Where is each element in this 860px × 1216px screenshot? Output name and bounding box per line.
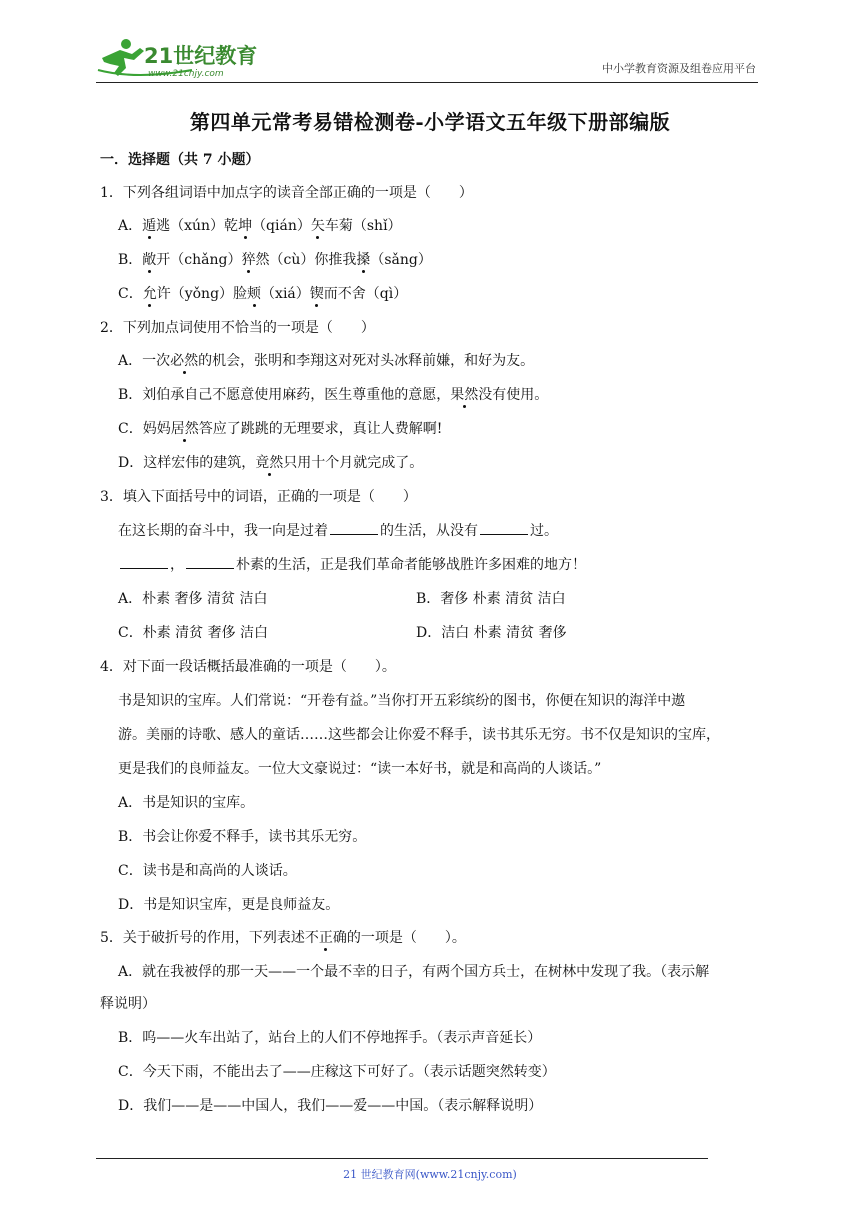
question-2-option-a: A．一次必然的机会，张明和李翔这对死对头冰释前嫌，和好为友。	[118, 353, 535, 369]
blank	[186, 556, 234, 569]
question-4-stem: 4．对下面一段话概括最准确的一项是（ ）。	[100, 659, 396, 675]
blank	[480, 522, 528, 535]
question-1-stem: 1．下列各组词语中加点字的读音全部正确的一项是（ ）	[100, 185, 473, 201]
question-1-option-b: B．敞开（chǎng）猝然（cù）你推我搡（sǎng）	[118, 252, 432, 268]
question-3-line-2: ， 朴素的生活，正是我们革命者能够战胜许多困难的地方！	[118, 556, 586, 574]
question-2-option-c: C．妈妈居然答应了跳跳的无理要求，真让人费解啊!	[118, 421, 443, 437]
question-4-option-b: B．书会让你爱不释手，读书其乐无穷。	[118, 829, 367, 845]
platform-text: 中小学教育资源及组卷应用平台	[602, 62, 756, 75]
question-4-passage-2: 游。美丽的诗歌、感人的童话……这些都会让你爱不释手，读书其乐无穷。书不仅是知识的宝库，	[118, 727, 720, 743]
question-2-option-b: B．刘伯承自己不愿意使用麻药，医生尊重他的意愿，果然没有使用。	[118, 387, 549, 403]
question-4-option-a: A．书是知识的宝库。	[118, 795, 255, 811]
page-title: 第四单元常考易错检测卷-小学语文五年级下册部编版	[189, 110, 671, 134]
question-3-option-d: D．洁白 朴素 清贫 奢侈	[416, 625, 567, 641]
question-3-option-c: C．朴素 清贫 奢侈 洁白	[118, 625, 269, 641]
page-header	[96, 28, 758, 83]
question-5-option-b: B．呜——火车出站了，站台上的人们不停地挥手。（表示声音延长）	[118, 1030, 542, 1046]
footer-divider	[96, 1158, 708, 1159]
question-1-option-c: C．允许（yǒng）脸颊（xiá）锲而不舍（qì）	[118, 286, 408, 302]
brand-site: www.21cnjy.com	[148, 69, 224, 79]
question-3-stem: 3．填入下面括号中的词语，正确的一项是（ ）	[100, 489, 417, 505]
question-4-passage-1: 书是知识的宝库。人们常说：“开卷有益。”当你打开五彩缤纷的图书，你便在知识的海洋中遨	[118, 693, 686, 709]
section-heading: 一．选择题（共 7 小题）	[100, 152, 260, 168]
footer-link[interactable]: 21 世纪教育网(www.21cnjy.com)	[343, 1168, 517, 1181]
question-5-stem: 5．关于破折号的作用，下列表述不正确的一项是（ ）。	[100, 930, 466, 946]
question-2-stem: 2．下列加点词使用不恰当的一项是（ ）	[100, 320, 375, 336]
question-5-option-a-cont: 释说明）	[100, 996, 156, 1012]
question-5-option-c: C．今天下雨，不能出去了——庄稼这下可好了。（表示话题突然转变）	[118, 1064, 556, 1080]
blank	[330, 522, 378, 535]
question-2-option-d: D．这样宏伟的建筑，竟然只用十个月就完成了。	[118, 455, 424, 471]
question-4-option-c: C．读书是和高尚的人谈话。	[118, 863, 297, 879]
brand-name: 21世纪教育	[144, 44, 258, 68]
question-4-passage-3: 更是我们的良师益友。一位大文豪说过：“读一本好书，就是和高尚的人谈话。”	[118, 761, 602, 777]
question-4-option-d: D．书是知识宝库，更是良师益友。	[118, 897, 340, 913]
question-3-line-1: 在这长期的奋斗中，我一向是过着 的生活，从没有 过。	[118, 523, 558, 539]
brand-logo	[96, 36, 296, 80]
question-3-option-a: A．朴素 奢侈 清贫 洁白	[118, 591, 268, 607]
question-1-option-a: A．遁逃（xún）乾坤（qián）矢车菊（shǐ）	[118, 218, 402, 234]
question-5-option-a: A．就在我被俘的那一天——一个最不幸的日子，有两个国方兵士，在树林中发现了我。（表示解	[118, 964, 710, 980]
blank	[120, 556, 168, 569]
question-5-option-d: D．我们——是——中国人，我们——爱——中国。（表示解释说明）	[118, 1098, 543, 1114]
question-3-option-b: B．奢侈 朴素 清贫 洁白	[416, 591, 566, 607]
